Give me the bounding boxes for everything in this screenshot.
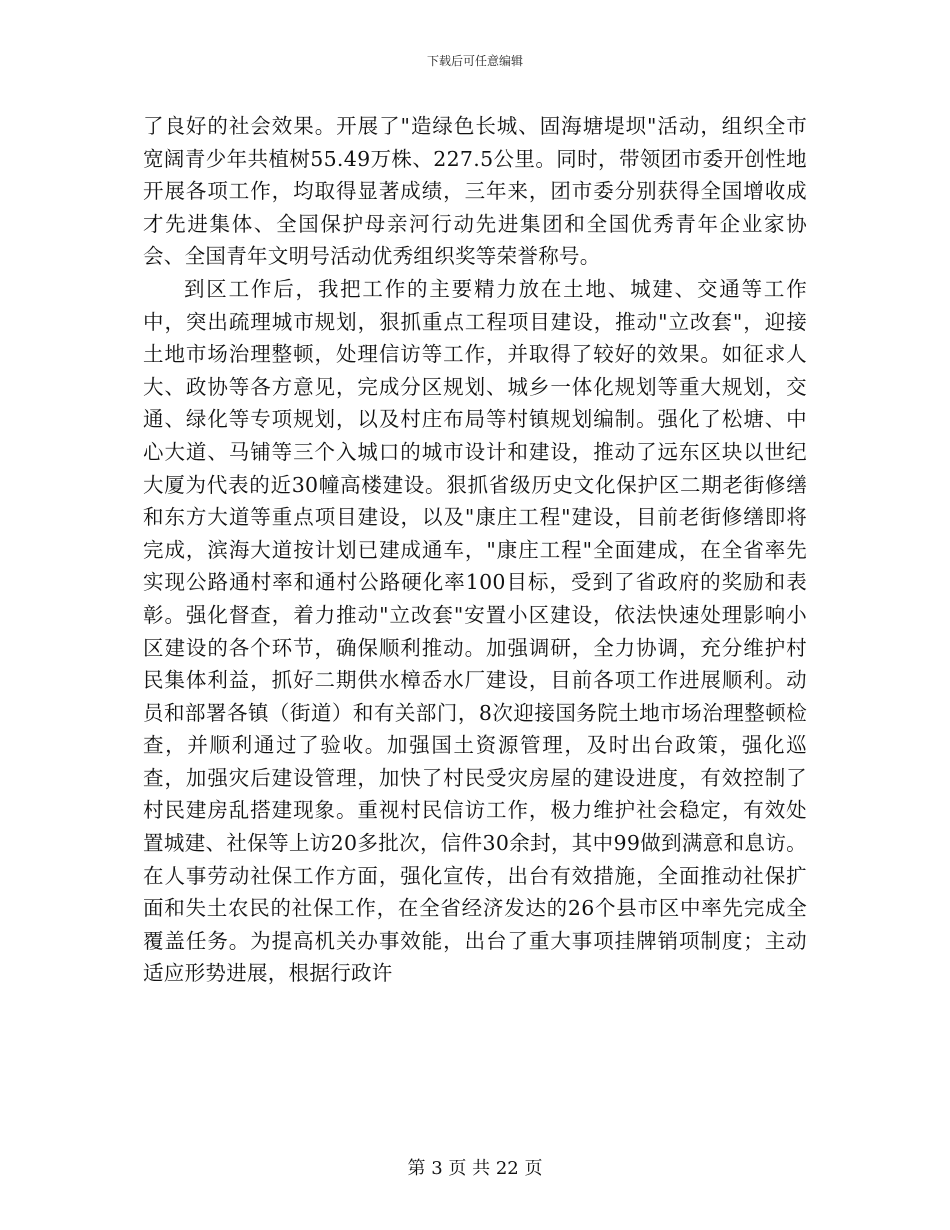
paragraph-1: 了良好的社会效果。开展了"造绿色长城、固海塘堤坝"活动，组织全市宽阔青少年共植树55.49万株、227.5公里。同时，带领团市委开创性地开展各项工作，均取得显著成绩，三年来，团市委分别获得全国增收成才先进集体、全国保护母亲河行动先进集团和全国优秀青年企业家协会、全国青年文明号活动优秀组织奖等荣誉称号。 <box>143 114 807 269</box>
page-header: 下载后可任意编辑 <box>426 54 523 68</box>
paragraph-2: 到区工作后，我把工作的主要精力放在土地、城建、交通等工作中，突出疏理城市规划，狠抓重点工程项目建设，推动"立改套"，迎接土地市场治理整顿，处理信访等工作，并取得了较好的效果。如征求人大、政协等各方意见，完成分区规划、城乡一体化规划等重大规划，交通、绿化等专项规划，以及村庄布局等村镇规划编制。强化了松塘、中心大道、马铺等三个入城口的城市设计和建设，推动了远东区块以世纪大厦为代表的近30幢高楼建设。狠抓省级历史文化保护区二期老街修缮和东方大道等重点项目建设，以及"康庄工程"建设，目前老街修缮即将完成，滨海大道按计划已建成通车，"康庄工程"全面建成，在全省率先实现公路通村率和通村公路硬化率100目标，受到了省政府的奖励和表彰。强化督查，着力推动"立改套"安置小区建设，依法快速处理影响小区建设的各个环节，确保顺利推动。加强调研，全力协调，充分维护村民集体利益，抓好二期供水樟岙水厂建设，目前各项工作进展顺利。动员和部署各镇（街道）和有关部门，8次迎接国务院土地市场治理整顿检查，并顺利通过了验收。加强国土资源管理，及时出台政策，强化巡查，加强灾后建设管理，加快了村民受灾房屋的建设进度，有效控制了村民建房乱搭建现象。重视村民信访工作，极力维护社会稳定，有效处置城建、社保等上访20多批次，信件30余封，其中99做到满意和息访。在人事劳动社保工作方面，强化宣传，出台有效措施，全面推动社保扩面和失土农民的社保工作，在全省经济发达的26个县市区中率先完成全覆盖任务。为提高机关办事效能，出台了重大事项挂牌销项制度；主动适应形势进展，根据行政许 <box>143 276 807 986</box>
page-number-footer: 第 3 页 共 22 页 <box>407 1158 543 1179</box>
document-body <box>143 110 807 990</box>
